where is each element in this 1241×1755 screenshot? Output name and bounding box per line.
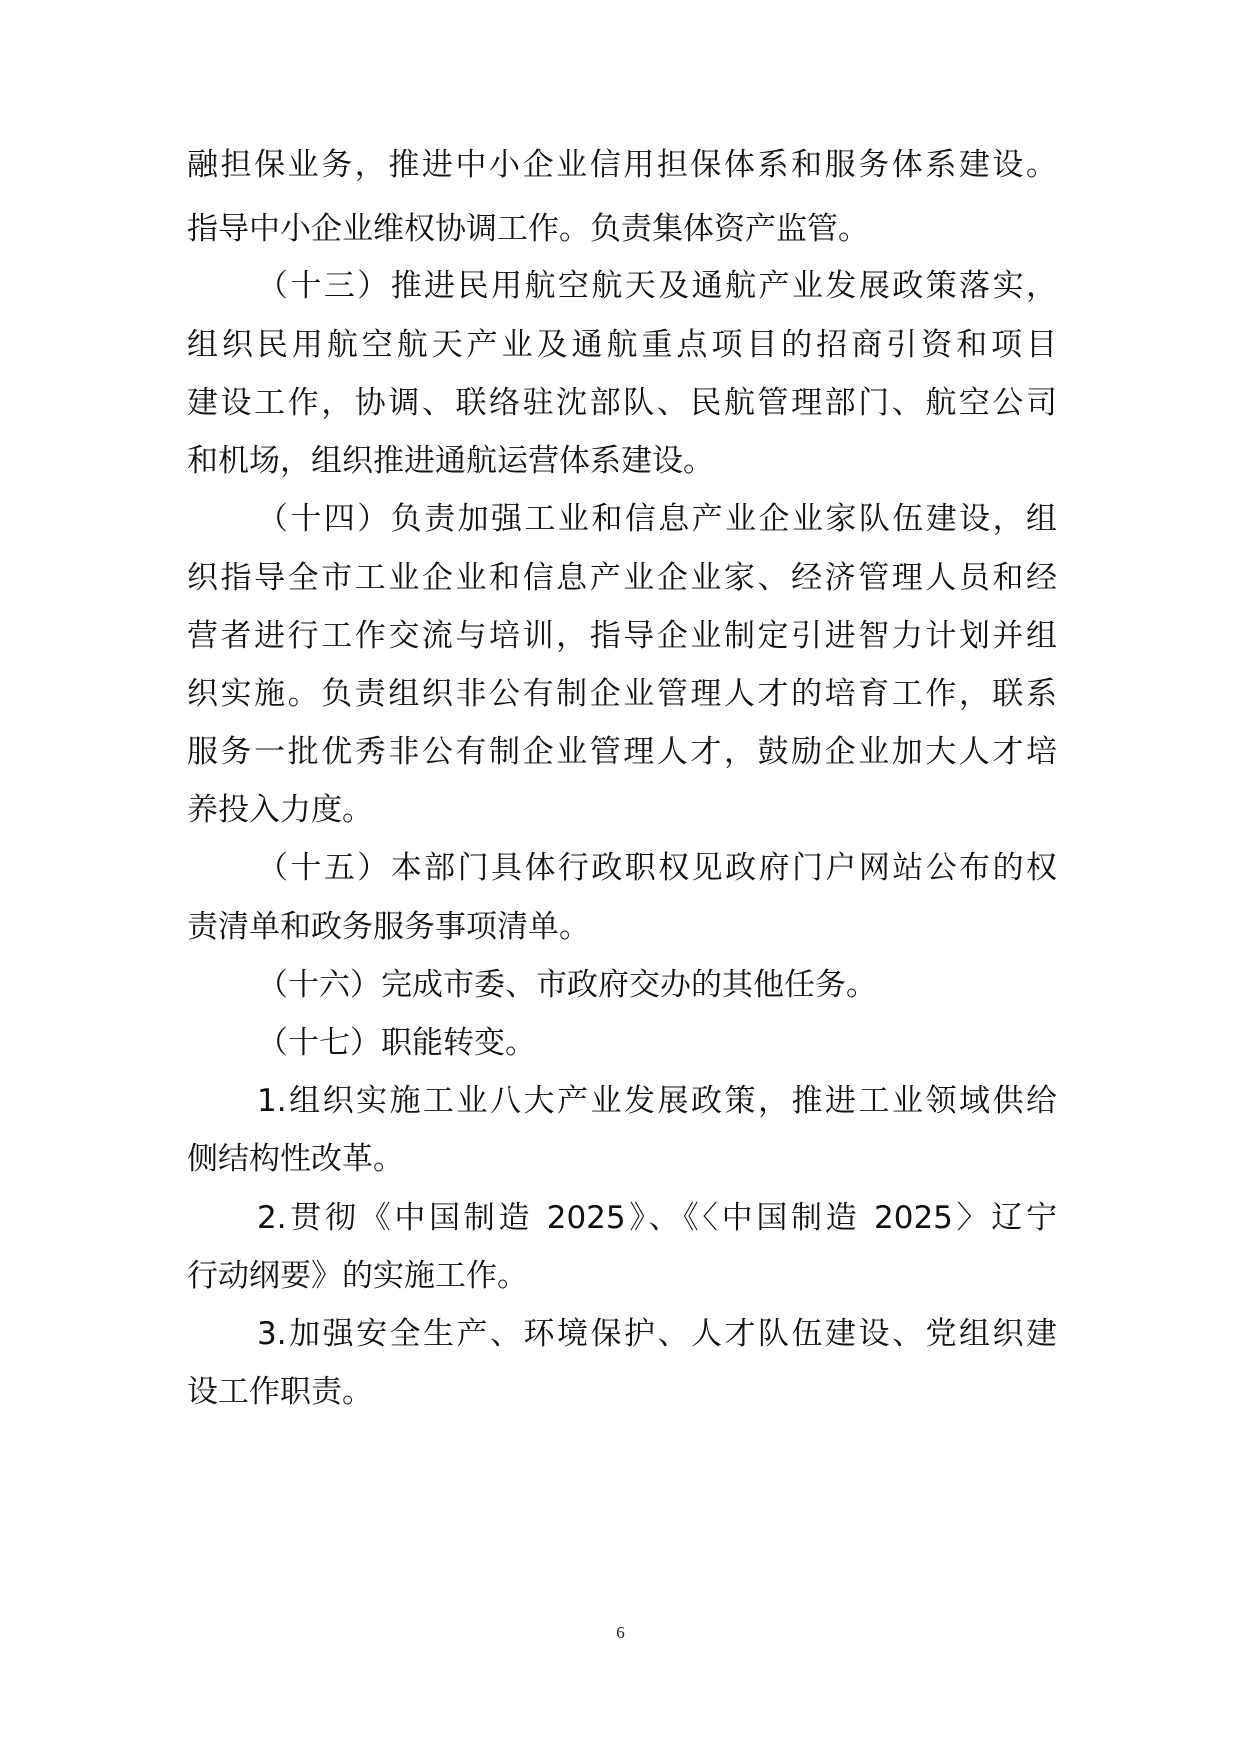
text-line: 织指导全市工业企业和信息产业企业家、经济管理人员和经 [187, 560, 1057, 596]
paragraph-heading-13: （十三）推进民用航空航天及通航产业发展政策落实， [257, 268, 1057, 304]
text-line: 营者进行工作交流与培训，指导企业制定引进智力计划并组 [187, 618, 1057, 654]
text-line: 组织民用航空航天产业及通航重点项目的招商引资和项目 [187, 327, 1057, 363]
text-line: 服务一批优秀非公有制企业管理人才，鼓励企业加大人才培 [187, 734, 1057, 770]
list-item-1: 1.组织实施工业八大产业发展政策，推进工业领域供给 [257, 1083, 1057, 1119]
text-line: 责清单和政务服务事项清单。 [187, 909, 590, 945]
text-line: 设工作职责。 [187, 1374, 373, 1410]
text-line: 侧结构性改革。 [187, 1141, 404, 1177]
text-line: 织实施。负责组织非公有制企业管理人才的培育工作，联系 [187, 676, 1057, 712]
page-number: 6 [616, 1623, 625, 1642]
paragraph-heading-16: （十六）完成市委、市政府交办的其他任务。 [257, 967, 877, 1003]
text-line: 养投入力度。 [187, 792, 373, 828]
paragraph-heading-14: （十四）负责加强工业和信息产业企业家队伍建设，组 [257, 501, 1057, 537]
text-line: 行动纲要》的实施工作。 [187, 1258, 528, 1294]
paragraph-heading-17: （十七）职能转变。 [257, 1025, 536, 1061]
text-line: 指导中小企业维权协调工作。负责集体资产监管。 [187, 211, 869, 247]
text-line: 和机场，组织推进通航运营体系建设。 [187, 443, 714, 479]
text-line: 融担保业务，推进中小企业信用担保体系和服务体系建设。 [187, 147, 1057, 183]
list-item-3: 3.加强安全生产、环境保护、人才队伍建设、党组织建 [257, 1316, 1057, 1352]
paragraph-heading-15: （十五）本部门具体行政职权见政府门户网站公布的权 [257, 850, 1057, 886]
text-line: 建设工作，协调、联络驻沈部队、民航管理部门、航空公司 [187, 385, 1057, 421]
list-item-2: 2.贯彻《中国制造 2025》、《〈中国制造 2025〉辽宁 [257, 1200, 1057, 1236]
